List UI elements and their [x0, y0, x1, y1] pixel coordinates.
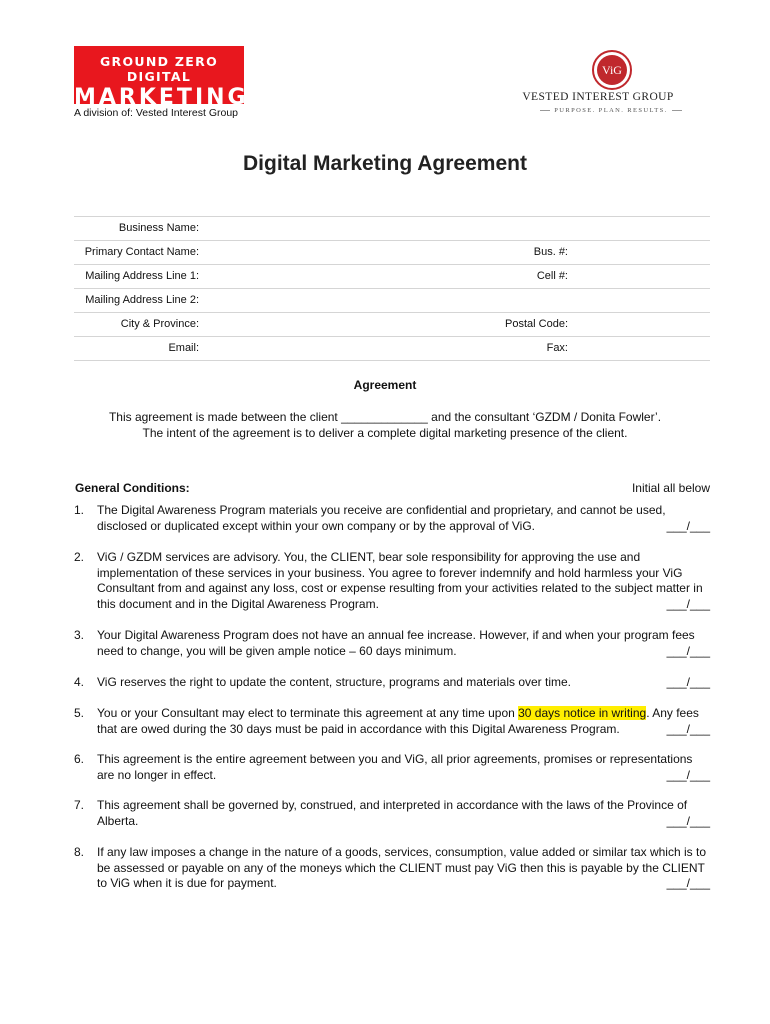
initials-field[interactable]: ___/___: [666, 767, 710, 782]
vig-tagline: PURPOSE. PLAN. RESULTS.: [554, 106, 668, 114]
condition-item-6: [74, 752, 710, 783]
condition-item-3: [74, 628, 710, 659]
vig-seal-text: ViG: [597, 55, 627, 85]
agreement-intro: [0, 409, 770, 441]
page-title: Digital Marketing Agreement: [243, 152, 527, 175]
vig-tagline-row: [540, 104, 682, 116]
logo-line2: MARKETING: [74, 85, 249, 110]
form-row-business[interactable]: [74, 217, 710, 241]
initials-field[interactable]: ___/___: [666, 596, 710, 611]
cell-number-label: Cell #:: [536, 270, 568, 282]
item-text-after: . Any fees that are owed during the 30 days must be paid in accordance with this Digital Awareness Program.: [97, 706, 699, 736]
form-row-mailing2[interactable]: [74, 289, 710, 313]
business-name-label: Business Name:: [118, 222, 199, 234]
initials-field[interactable]: ___/___: [666, 518, 710, 533]
initial-all-note: Initial all below: [631, 481, 710, 495]
condition-item-1: [74, 503, 710, 534]
intro-line-2: The intent of the agreement is to deliver a complete digital marketing presence of the client.: [142, 426, 628, 440]
divider: [672, 110, 682, 111]
condition-item-4: [74, 675, 710, 691]
form-row-mailing1[interactable]: [74, 265, 710, 289]
item-text: ViG reserves the right to update the content, structure, programs and materials over time.: [97, 675, 572, 689]
form-row-email[interactable]: [74, 337, 710, 361]
mailing-address-2-label: Mailing Address Line 2:: [85, 294, 199, 306]
item-text: This agreement shall be governed by, construed, and interpreted in accordance with the laws of the Province of Alberta.: [97, 798, 688, 828]
division-text: A division of: Vested Interest Group: [74, 107, 239, 119]
item-text: The Digital Awareness Program materials you receive are confidential and proprietary, and cannot be used, disclosed or duplicated except within your own company or by the approval of ViG.: [97, 503, 666, 533]
item-number: 5.: [74, 706, 85, 720]
item-number: 6.: [74, 752, 85, 766]
item-text: This agreement is the entire agreement between you and ViG, all prior agreements, promises or representations are no longer in effect.: [97, 752, 693, 782]
item-number: 4.: [74, 675, 85, 689]
initials-field[interactable]: ___/___: [666, 643, 710, 658]
item-number: 3.: [74, 628, 85, 642]
condition-item-2: [74, 550, 710, 612]
bus-number-label: Bus. #:: [533, 246, 568, 258]
gzdm-logo: [74, 46, 249, 110]
item-number: 8.: [74, 845, 85, 859]
item-number: 7.: [74, 798, 85, 812]
item-text-before: You or your Consultant may elect to terminate this agreement at any time upon: [97, 706, 519, 720]
postal-code-label: Postal Code:: [505, 318, 568, 330]
general-conditions-heading: General Conditions:: [75, 481, 190, 495]
intro-line-1: This agreement is made between the client _____________ and the consultant ‘GZDM / Donita Fowler’.: [108, 410, 662, 424]
client-info-form: [74, 216, 710, 361]
condition-item-5: [74, 706, 710, 737]
vig-company-name: VESTED INTEREST GROUP: [522, 91, 674, 103]
form-row-contact[interactable]: [74, 241, 710, 265]
initials-field[interactable]: ___/___: [666, 675, 710, 689]
condition-item-7: [74, 798, 710, 829]
primary-contact-label: Primary Contact Name:: [84, 246, 199, 258]
initials-field[interactable]: ___/___: [666, 813, 710, 828]
initials-field[interactable]: ___/___: [666, 876, 710, 890]
item-number: 2.: [74, 550, 85, 564]
agreement-heading: Agreement: [353, 378, 417, 392]
city-province-label: City & Province:: [120, 318, 199, 330]
mailing-address-1-label: Mailing Address Line 1:: [85, 270, 199, 282]
form-row-city[interactable]: [74, 313, 710, 337]
highlighted-text: 30 days notice in writing: [518, 706, 647, 720]
logo-line1: GROUND ZERO DIGITAL: [99, 54, 218, 84]
item-text: If any law imposes a change in the nature of a goods, services, consumption, value added or similar tax which is to be assessed or payable on any of the moneys which the CLIENT must pay ViG then this is payable by the CLIENT to ViG when it is due for payment.: [97, 845, 706, 890]
divider: [540, 110, 550, 111]
item-number: 1.: [74, 503, 85, 517]
vig-logo-seal: [592, 50, 632, 90]
email-label: Email:: [168, 342, 199, 354]
item-text: Your Digital Awareness Program does not have an annual fee increase. However, if and when your program fees need to change, you will be given ample notice – 60 days minimum.: [97, 628, 695, 658]
item-text: ViG / GZDM services are advisory. You, the CLIENT, bear sole responsibility for approving the use and implementation of these services in your business. You agree to forever indemnify and hold harmless your ViG Consultant from and against any loss, cost or expense resulting from your activities related to the subject matter in this document and in the Digital Awareness Program.: [97, 550, 703, 611]
fax-label: Fax:: [546, 342, 568, 354]
initials-field[interactable]: ___/___: [666, 721, 710, 736]
condition-item-8: [74, 845, 710, 892]
